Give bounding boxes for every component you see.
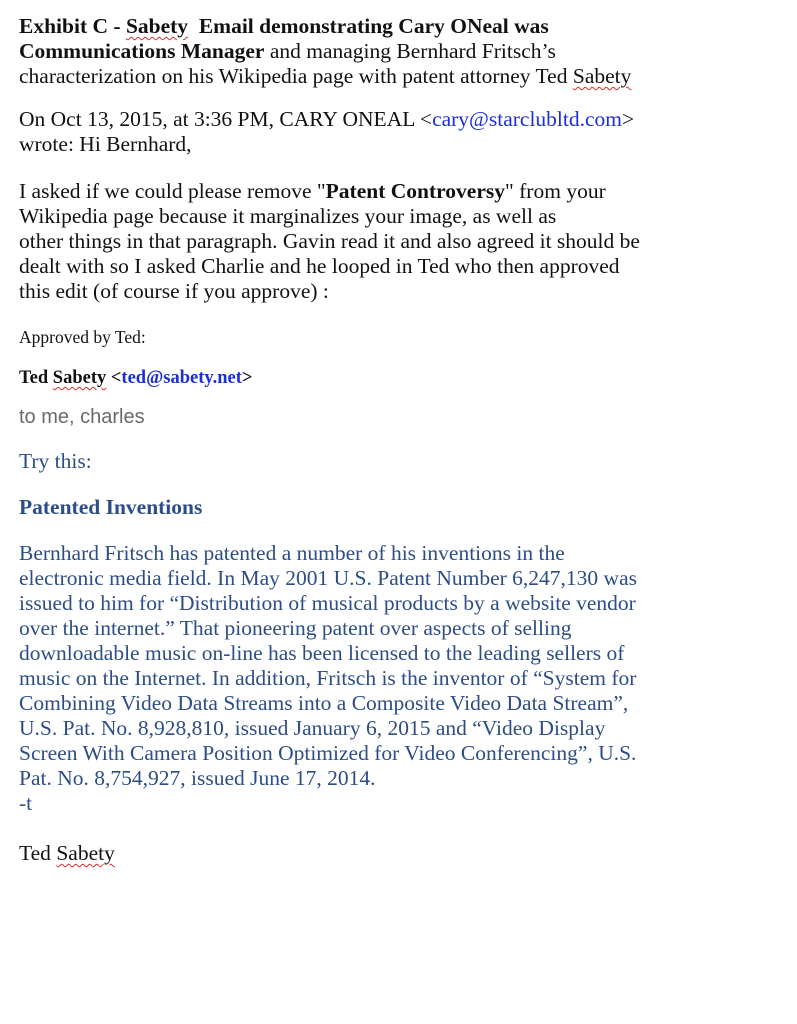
patent-body-line: Screen With Camera Position Optimized for Video Conferencing”, U.S. <box>19 741 637 765</box>
sent-info <box>19 107 789 157</box>
patent-controversy-text: Patent Controversy <box>325 179 505 203</box>
sent-line-1 <box>19 107 789 132</box>
heading-line-3-text: characterization on his Wikipedia page with patent attorney Ted <box>19 64 573 88</box>
sender-close-bracket: > <box>241 368 253 388</box>
patent-body-line: electronic media field. In May 2001 U.S. Patent Number 6,247,130 was <box>19 566 637 590</box>
recipients: to me, charles <box>19 406 145 428</box>
heading-line-3 <box>19 64 789 89</box>
heading-line-1 <box>19 14 789 39</box>
approved-by-label: Approved by Ted: <box>19 327 146 347</box>
sender-open-bracket: < <box>106 368 122 388</box>
patent-body-line: Pat. No. 8,754,927, issued June 17, 2014. <box>19 766 376 790</box>
message-line-3: other things in that paragraph. Gavin read it and also agreed it should be <box>19 229 640 253</box>
ted-email-link[interactable]: ted@sabety.net <box>121 368 242 388</box>
patent-body-line: downloadable music on-line has been licensed to the leading sellers of <box>19 641 625 665</box>
message-line-1-a: I asked if we could please remove " <box>19 179 326 203</box>
section-title: Patented Inventions <box>19 495 203 519</box>
heading-exhibit-label: Exhibit C - <box>19 14 126 38</box>
exhibit-heading <box>19 14 789 89</box>
signature <box>19 841 789 866</box>
patent-body-line: -t <box>19 791 33 815</box>
signature-last-name: Sabety <box>56 841 115 865</box>
signature-first-name: Ted <box>19 841 57 865</box>
message-line-4: dealt with so I asked Charlie and he looped in Ted who then approved <box>19 254 620 278</box>
message-line-1-b: " from your <box>505 179 606 203</box>
document-page <box>19 14 789 866</box>
patent-body <box>19 541 789 816</box>
patent-body-line: Bernhard Fritsch has patented a number of his inventions in the <box>19 541 565 565</box>
heading-line-2-rest: and managing Bernhard Fritsch’s <box>264 39 556 63</box>
sent-line-2: wrote: Hi Bernhard, <box>19 132 192 156</box>
sender-last-name: Sabety <box>52 368 107 388</box>
message-line-2: Wikipedia page because it marginalizes your image, as well as <box>19 204 557 228</box>
message-line-5: this edit (of course if you approve) : <box>19 279 329 303</box>
patent-body-line: music on the Internet. In addition, Fritsch is the inventor of “System for <box>19 666 637 690</box>
sent-suffix: > <box>622 107 635 131</box>
sent-prefix: On Oct 13, 2015, at 3:36 PM, CARY ONEAL < <box>19 107 433 131</box>
message-paragraph <box>19 179 789 304</box>
heading-line-2 <box>19 39 789 64</box>
sender-line <box>19 367 789 389</box>
heading-role: Communications Manager <box>19 39 265 63</box>
sender-email-link[interactable]: cary@starclubltd.com <box>432 107 623 131</box>
heading-sabety-word: Sabety <box>125 14 189 38</box>
message-line-1 <box>19 179 789 204</box>
patent-body-line: U.S. Pat. No. 8,928,810, issued January 6, 2015 and “Video Display <box>19 716 606 740</box>
patent-body-line: over the internet.” That pioneering patent over aspects of selling <box>19 616 572 640</box>
heading-description: Email demonstrating Cary ONeal was <box>188 14 549 38</box>
heading-line-3-sabety: Sabety <box>572 64 632 88</box>
patent-body-line: issued to him for “Distribution of musical products by a website vendor <box>19 591 636 615</box>
patent-body-line: Combining Video Data Streams into a Composite Video Data Stream”, <box>19 691 629 715</box>
sender-first-name: Ted <box>19 368 53 388</box>
try-this-text: Try this: <box>19 449 92 473</box>
